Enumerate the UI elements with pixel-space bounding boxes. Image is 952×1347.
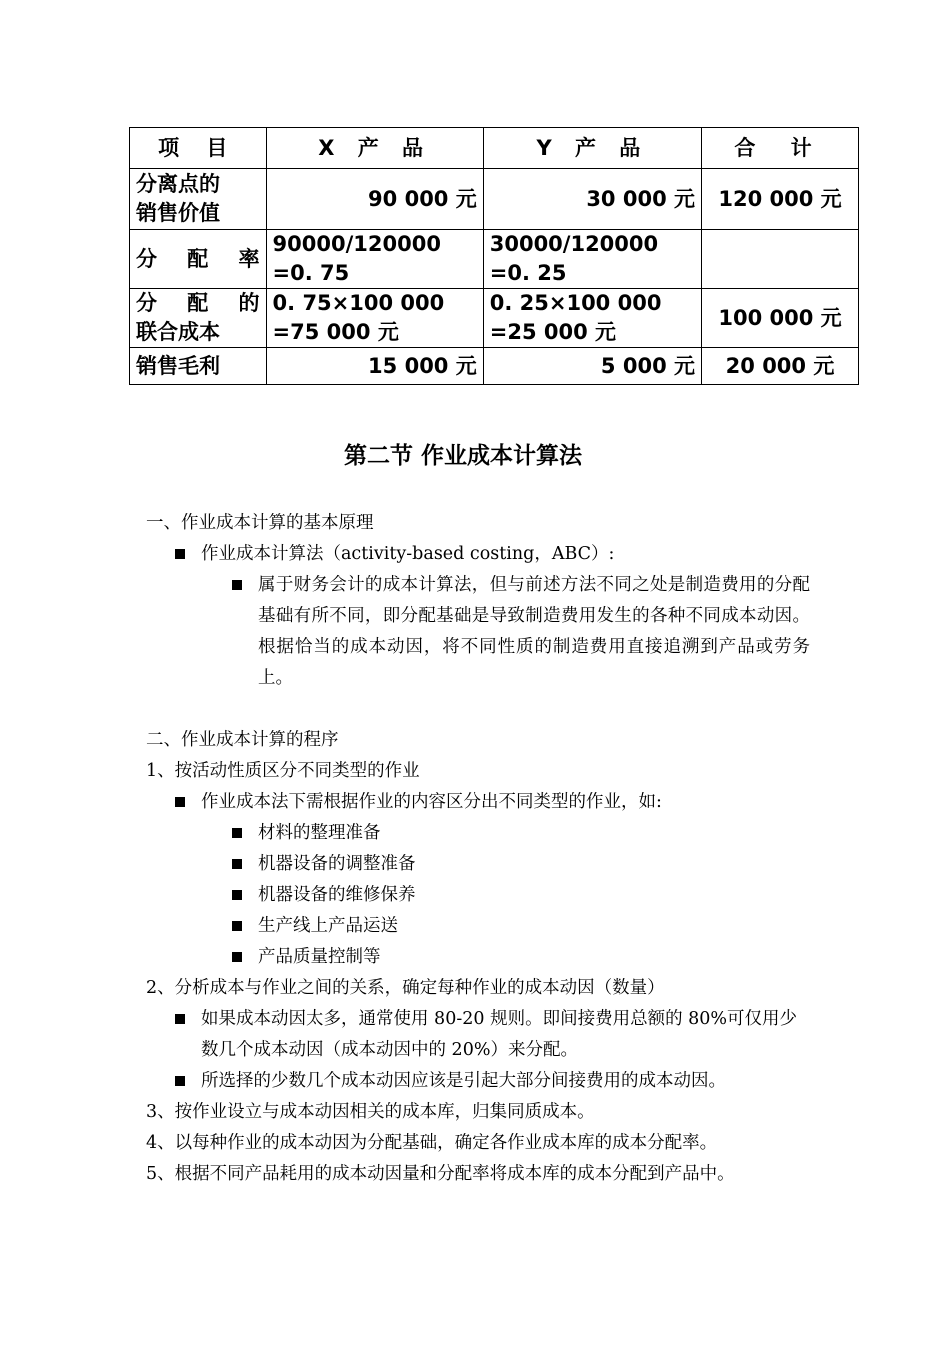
- list-item: [146, 818, 826, 849]
- list-item: [146, 911, 826, 942]
- cell-y: 30 000 元: [483, 169, 701, 230]
- joint-cost-allocation-table: [129, 127, 859, 385]
- cell-x: [266, 289, 483, 348]
- list-item: [146, 880, 826, 911]
- cell-line: =0. 75: [272, 261, 350, 285]
- header-product-y: Y 产 品: [483, 128, 701, 169]
- table-row: [130, 169, 859, 230]
- square-bullet-icon: [232, 580, 242, 590]
- square-bullet-icon: [175, 1014, 185, 1024]
- cell-x: 90 000 元: [266, 169, 483, 230]
- square-bullet-icon: [175, 549, 185, 559]
- row-label-line: 分 配 的: [136, 291, 260, 315]
- list-item: [146, 570, 826, 694]
- step1-item: 产品质量控制等: [258, 947, 381, 967]
- document-body: [146, 508, 826, 1190]
- square-bullet-icon: [232, 921, 242, 931]
- square-bullet-icon: [232, 859, 242, 869]
- step4-text: 4、以每种作业的成本动因为分配基础，确定各作业成本库的成本分配率。: [146, 1133, 718, 1153]
- row-label-line: 销售价值: [136, 201, 220, 225]
- cell-total: 20 000 元: [702, 348, 859, 385]
- cell-line: =25 000 元: [489, 320, 617, 344]
- square-bullet-icon: [175, 1076, 185, 1086]
- cell-line: 0. 75×100 000: [272, 291, 445, 315]
- table-row: [130, 348, 859, 385]
- row-label: [130, 169, 267, 230]
- cell-y: [483, 230, 701, 289]
- step2-bullet-text: 如果成本动因太多，通常使用 80-20 规则。即间接费用总额的 80%可仅用少数几个成本动因（成本动因中的 20%）来分配。: [201, 1009, 798, 1060]
- square-bullet-icon: [175, 797, 185, 807]
- cell-total: [702, 230, 859, 289]
- header-product-x: X 产 品: [266, 128, 483, 169]
- part1-bullet-text: 作业成本计算法（activity-based costing，ABC）:: [201, 544, 615, 564]
- step2-bullet-text: 所选择的少数几个成本动因应该是引起大部分间接费用的成本动因。: [201, 1071, 726, 1091]
- header-total: 合 计: [702, 128, 859, 169]
- section-title: 第二节 作业成本计算法: [343, 442, 582, 469]
- cell-line: =75 000 元: [272, 320, 399, 344]
- cell-x: [266, 230, 483, 289]
- list-item: [146, 1004, 826, 1066]
- step3-text: 3、按作业设立与成本动因相关的成本库，归集同质成本。: [146, 1102, 595, 1122]
- cell-line: 30000/120000: [489, 232, 659, 256]
- step1-item: 机器设备的维修保养: [258, 885, 416, 905]
- list-item: [146, 1066, 826, 1097]
- list-item: [146, 787, 826, 818]
- step1-bullet-text: 作业成本法下需根据作业的内容区分出不同类型的作业，如:: [201, 792, 662, 812]
- row-label-line: 分 配 率: [136, 246, 260, 271]
- part1-heading: 一、作业成本计算的基本原理: [146, 513, 374, 533]
- part1-sub-bullet-text: 属于财务会计的成本计算法，但与前述方法不同之处是制造费用的分配基础有所不同，即分配基础是导致制造费用发生的各种不同成本动因。根据恰当的成本动因，将不同性质的制造费用直接追溯到产品或劳务上。: [258, 575, 810, 688]
- row-label: [130, 348, 267, 385]
- cell-total: 100 000 元: [702, 289, 859, 348]
- row-label: [130, 230, 267, 289]
- cell-line: 0. 25×100 000: [489, 291, 662, 315]
- square-bullet-icon: [232, 828, 242, 838]
- cell-total: 120 000 元: [702, 169, 859, 230]
- table-row: [130, 289, 859, 348]
- header-item: 项 目: [130, 128, 267, 169]
- list-item: [146, 942, 826, 973]
- part2-heading: 二、作业成本计算的程序: [146, 730, 339, 750]
- cell-x: 15 000 元: [266, 348, 483, 385]
- square-bullet-icon: [232, 890, 242, 900]
- step2-text: 2、分析成本与作业之间的关系，确定每种作业的成本动因（数量）: [146, 978, 665, 998]
- row-label: [130, 289, 267, 348]
- row-label-line: 分离点的: [136, 172, 220, 196]
- cell-y: [483, 289, 701, 348]
- square-bullet-icon: [232, 952, 242, 962]
- table-row: [130, 230, 859, 289]
- step1-item: 材料的整理准备: [258, 823, 381, 843]
- list-item: [146, 849, 826, 880]
- cell-line: 90000/120000: [272, 232, 441, 256]
- cell-y: 5 000 元: [483, 348, 701, 385]
- step1-text: 1、按活动性质区分不同类型的作业: [146, 761, 420, 781]
- list-item: [146, 539, 826, 570]
- row-label-line: 销售毛利: [136, 353, 220, 378]
- row-label-line: 联合成本: [136, 320, 220, 344]
- cell-line: =0. 25: [489, 261, 567, 285]
- table-header-row: [130, 128, 859, 169]
- step5-text: 5、根据不同产品耗用的成本动因量和分配率将成本库的成本分配到产品中。: [146, 1164, 735, 1184]
- step1-item: 生产线上产品运送: [258, 916, 398, 936]
- step1-item: 机器设备的调整准备: [258, 854, 416, 874]
- spacer: [146, 694, 826, 725]
